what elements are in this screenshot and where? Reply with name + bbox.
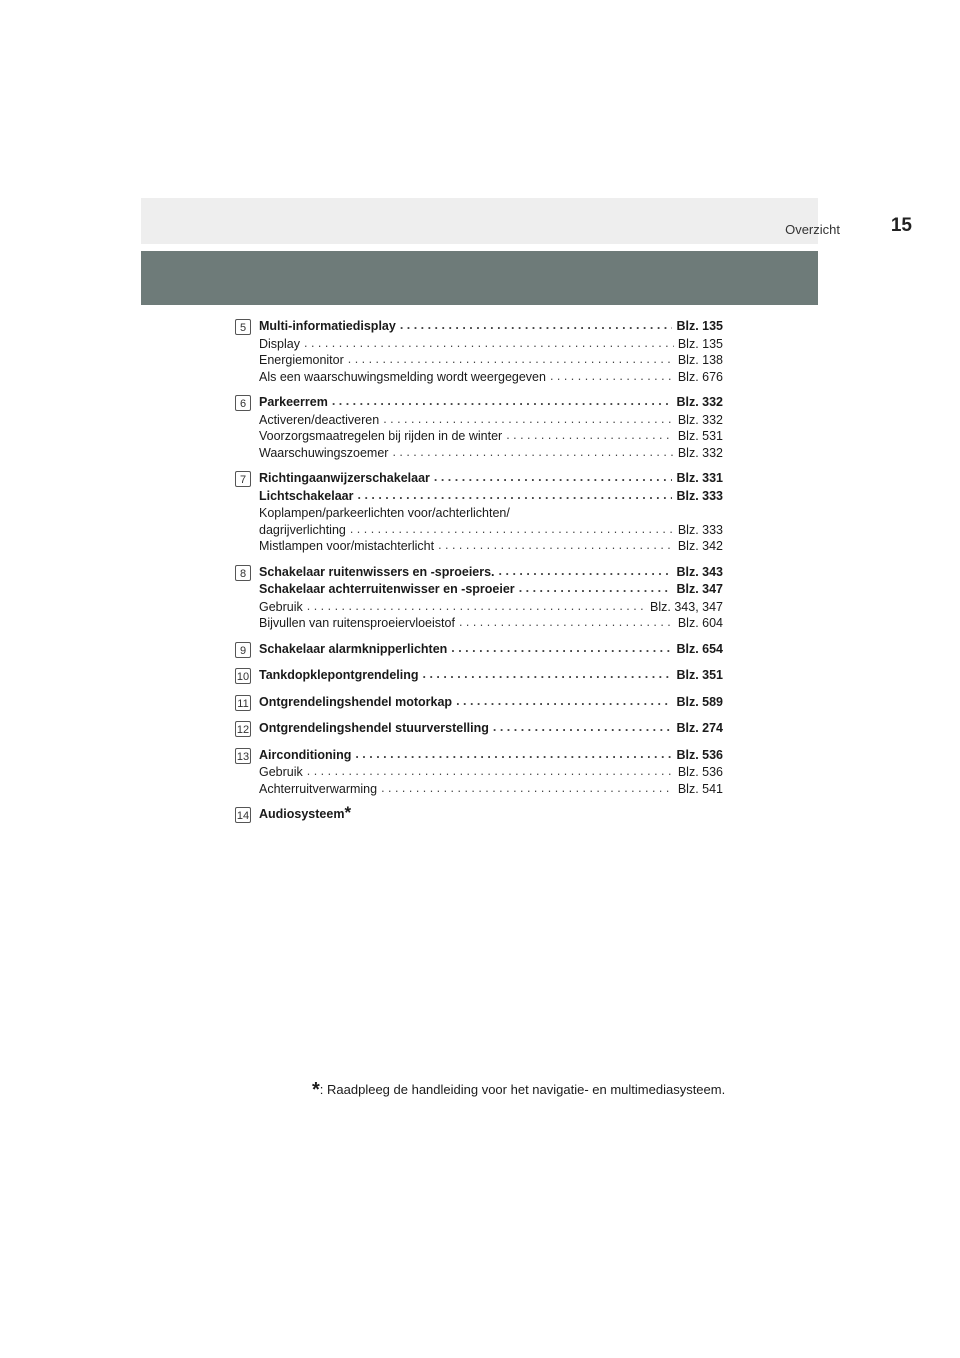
page-reference: Blz. 333 [674, 522, 723, 539]
dot-leader [304, 336, 674, 352]
toc-sub-line [259, 445, 723, 462]
toc-line-text: Bijvullen van ruitensproeiervloeistof [259, 615, 459, 632]
toc-line-text: Mistlampen voor/mistachterlicht [259, 538, 438, 555]
dot-leader [434, 470, 673, 487]
toc-line-text: Schakelaar achterruitenwisser en -sproeier [259, 581, 519, 599]
dot-leader [519, 581, 673, 598]
dot-leader [400, 318, 673, 335]
entry-number-badge: 8 [235, 565, 251, 581]
toc-line-text: Koplampen/parkeerlichten voor/achterlichten/ [259, 506, 510, 520]
dot-leader [332, 394, 673, 411]
toc-line-text: Display [259, 336, 304, 353]
footnote [312, 1079, 725, 1102]
entry-number-badge: 13 [235, 748, 251, 764]
toc-line-text: Schakelaar alarmknipperlichten [259, 641, 451, 659]
entry-number-badge: 10 [235, 668, 251, 684]
toc-line-text: Multi-informatiedisplay [259, 318, 400, 336]
toc-sub-line [259, 599, 723, 616]
page-reference: Blz. 342 [674, 538, 723, 555]
page-reference: Blz. 135 [674, 336, 723, 353]
entry-number-badge: 14 [235, 807, 251, 823]
dot-leader [438, 538, 674, 554]
page-reference: Blz. 654 [672, 641, 723, 659]
toc-sub-line [259, 412, 723, 429]
toc-sub-line [259, 615, 723, 632]
toc-sub-line [259, 369, 723, 386]
page-reference: Blz. 589 [672, 694, 723, 712]
dot-leader [381, 781, 674, 797]
toc-sub-line [259, 336, 723, 353]
dot-leader [355, 747, 672, 764]
page-reference: Blz. 332 [672, 394, 723, 412]
page-reference: Blz. 351 [672, 667, 723, 685]
page-reference: Blz. 332 [674, 412, 723, 429]
entry-number-badge: 11 [235, 695, 251, 711]
toc-sub-line [259, 764, 723, 781]
toc-heading-line [259, 667, 723, 685]
footnote-star: * [312, 1079, 320, 1101]
entry-number-badge: 6 [235, 395, 251, 411]
toc-sub-line [259, 505, 723, 522]
dot-leader [506, 428, 674, 444]
dot-leader [307, 764, 674, 780]
page-reference: Blz. 332 [674, 445, 723, 462]
page-reference: Blz. 331 [672, 470, 723, 488]
toc-heading-line [259, 720, 723, 738]
toc-heading-line [259, 488, 723, 506]
section-banner [141, 251, 818, 305]
toc-line-text: Gebruik [259, 599, 307, 616]
toc-line-text: Richtingaanwijzerschakelaar [259, 470, 434, 488]
page-reference: Blz. 343, 347 [646, 599, 723, 616]
page-reference: Blz. 541 [674, 781, 723, 798]
toc-line-text: Tankdopklepontgrendeling [259, 667, 423, 685]
toc-line-text: Als een waarschuwingsmelding wordt weergegeven [259, 369, 550, 386]
toc-entry [236, 394, 723, 461]
table-of-contents [236, 318, 723, 833]
toc-heading-line: Audiosysteem * [259, 806, 352, 822]
dot-leader [493, 720, 673, 737]
toc-entry [236, 318, 723, 385]
dot-leader [456, 694, 672, 711]
dot-leader [499, 564, 673, 581]
toc-line-text: Achterruitverwarming [259, 781, 381, 798]
page-reference: Blz. 604 [674, 615, 723, 632]
page-reference: Blz. 274 [672, 720, 723, 738]
page-reference: Blz. 536 [674, 764, 723, 781]
toc-line-text: Ontgrendelingshendel motorkap [259, 694, 456, 712]
toc-sub-line [259, 781, 723, 798]
page-reference: Blz. 531 [674, 428, 723, 445]
toc-line-text: dagrijverlichting [259, 522, 350, 539]
toc-entry [236, 564, 723, 632]
toc-line-text: Schakelaar ruitenwissers en -sproeiers. [259, 564, 499, 582]
toc-sub-line [259, 352, 723, 369]
toc-heading-line [259, 694, 723, 712]
page-reference: Blz. 676 [674, 369, 723, 386]
toc-sub-line [259, 428, 723, 445]
toc-line-text: Voorzorgsmaatregelen bij rijden in de winter [259, 428, 506, 445]
toc-heading-line [259, 318, 723, 336]
toc-heading-line [259, 747, 723, 765]
toc-line-text: Parkeerrem [259, 394, 332, 412]
page-reference: Blz. 135 [672, 318, 723, 336]
toc-line-text: Waarschuwingszoemer [259, 445, 392, 462]
page-reference: Blz. 343 [672, 564, 723, 582]
page-number: 15 [890, 215, 912, 236]
dot-leader [392, 445, 673, 461]
toc-entry [236, 470, 723, 555]
toc-heading-line [259, 394, 723, 412]
dot-leader [307, 599, 646, 615]
dot-leader [348, 352, 674, 368]
dot-leader [459, 615, 674, 631]
entry-number-badge: 12 [235, 721, 251, 737]
dot-leader [451, 641, 672, 658]
toc-heading-line [259, 564, 723, 582]
section-title: Overzicht [785, 222, 840, 237]
entry-number-badge: 9 [235, 642, 251, 658]
toc-line-text: Energiemonitor [259, 352, 348, 369]
page-reference: Blz. 536 [672, 747, 723, 765]
page-reference: Blz. 347 [672, 581, 723, 599]
dot-leader [550, 369, 674, 385]
toc-sub-line [259, 538, 723, 555]
page-reference: Blz. 138 [674, 352, 723, 369]
entry-number-badge: 5 [235, 319, 251, 335]
toc-heading-line [259, 641, 723, 659]
dot-leader [358, 488, 673, 505]
entry-number-badge: 7 [235, 471, 251, 487]
toc-entry [236, 720, 723, 738]
toc-line-text: Airconditioning [259, 747, 355, 765]
toc-sub-line [259, 522, 723, 539]
dot-leader [350, 522, 674, 538]
dot-leader [423, 667, 673, 684]
toc-entry [236, 694, 723, 712]
page-reference: Blz. 333 [672, 488, 723, 506]
toc-entry [236, 641, 723, 659]
toc-line-text: Lichtschakelaar [259, 488, 358, 506]
toc-heading-line [259, 470, 723, 488]
toc-entry [236, 806, 723, 824]
toc-heading-line [259, 581, 723, 599]
footnote-text: : Raadpleeg de handleiding voor het navigatie- en multimediasysteem. [319, 1082, 726, 1097]
dot-leader [383, 412, 674, 428]
toc-entry [236, 667, 723, 685]
toc-line-text: Activeren/deactiveren [259, 412, 383, 429]
toc-line-text: Gebruik [259, 764, 307, 781]
toc-line-text: Audiosysteem [259, 806, 344, 824]
header-band [141, 198, 818, 244]
toc-entry [236, 747, 723, 798]
toc-line-text: Ontgrendelingshendel stuurverstelling [259, 720, 493, 738]
